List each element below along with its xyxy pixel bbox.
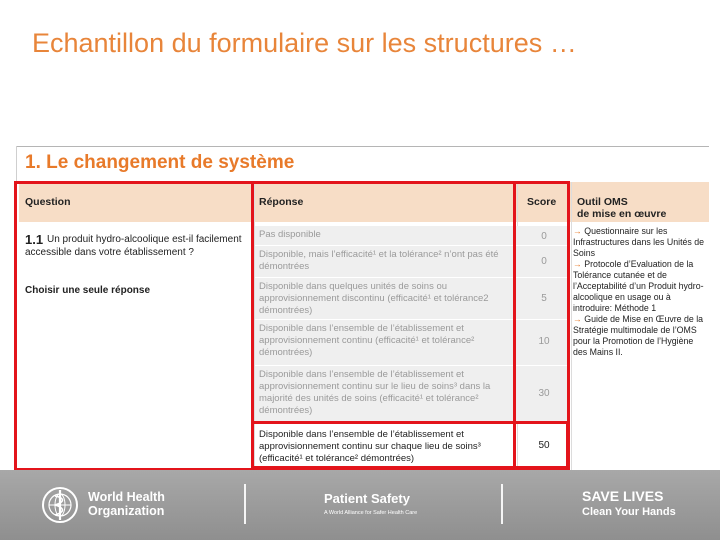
section-title: 1. Le changement de système xyxy=(25,152,295,173)
who-emblem-icon xyxy=(40,485,80,525)
arrow-icon: → xyxy=(573,259,582,269)
response-score: 10 xyxy=(538,336,550,347)
highlight-selected-response xyxy=(251,421,569,469)
response-text: Pas disponible xyxy=(259,229,321,240)
header-tool-line1: Outil OMS xyxy=(577,196,628,208)
who-name-line2: Organization xyxy=(88,504,165,518)
arrow-icon: → xyxy=(573,226,582,236)
tool-item xyxy=(573,259,705,314)
response-score: 0 xyxy=(541,256,547,267)
header-tool-line2: de mise en œuvre xyxy=(577,208,667,220)
who-name xyxy=(88,490,188,518)
clean-hands-subtitle: Clean Your Hands xyxy=(582,506,676,518)
tool-item-text: Questionnaire sur les Infrastructures dans les Unités de Soins xyxy=(573,226,705,258)
footer-divider xyxy=(244,484,246,524)
response-text: Disponible dans l’ensemble de l’établissement et approvisionnement continu (efficacité¹ et tolérance² démontrées) xyxy=(259,323,475,358)
column-divider xyxy=(571,182,572,471)
slide-title: Echantillon du formulaire sur les structures … xyxy=(32,28,577,58)
tool-list xyxy=(573,226,705,358)
response-score: 5 xyxy=(541,293,547,304)
save-lives-title: SAVE LIVES xyxy=(582,488,664,504)
response-score: 0 xyxy=(541,231,547,242)
question-number: 1.1 xyxy=(25,232,44,247)
header-response: Réponse xyxy=(259,196,304,208)
header-question: Question xyxy=(25,196,71,208)
patient-safety-subtitle: A World Alliance for Safer Health Care xyxy=(324,510,418,516)
who-name-line1: World Health xyxy=(88,490,165,504)
tool-item xyxy=(573,226,705,259)
response-text: Disponible, mais l’efficacité¹ et la tolérance² n’ont pas été démontrées xyxy=(259,249,499,272)
response-text: Disponible dans l’ensemble de l’établissement et approvisionnement continu sur chaque lieu de soins³ (efficacité¹ et tolérance² démontrées) xyxy=(259,429,481,464)
arrow-icon: → xyxy=(573,314,582,324)
question-text-content: Un produit hydro-alcoolique est-il facilement accessible dans votre établissement ? xyxy=(25,234,242,258)
highlight-question-column xyxy=(14,181,254,471)
response-text: Disponible dans quelques unités de soins ou approvisionnement discontinu (efficacité¹ et tolérance2 démontrées) xyxy=(259,281,489,316)
tool-item-text: Protocole d’Evaluation de la Tolérance cutanée et de l’Acceptabilité d’un Produit hydro-alcoolique en usage ou à introduire: Méthode 1 xyxy=(573,259,704,313)
tool-item xyxy=(573,314,705,358)
patient-safety-title: Patient Safety xyxy=(324,491,410,506)
footer-bar xyxy=(0,470,720,540)
question-instruction: Choisir une seule réponse xyxy=(25,285,151,296)
header-score: Score xyxy=(527,196,557,208)
top-rule xyxy=(17,146,709,147)
response-score: 50 xyxy=(538,440,550,451)
tool-item-text: Guide de Mise en Œuvre de la Stratégie multimodale de l’OMS pour la Promotion de l’Hygiène des Mains II. xyxy=(573,314,704,357)
response-score: 30 xyxy=(538,388,550,399)
response-text: Disponible dans l’ensemble de l’établissement et approvisionnement continu sur le lieu de soins³ dans la majorité des unités de soins (efficacité¹ et tolérance² démontrées) xyxy=(259,369,491,416)
header-tool xyxy=(577,196,666,220)
footer-divider xyxy=(501,484,503,524)
